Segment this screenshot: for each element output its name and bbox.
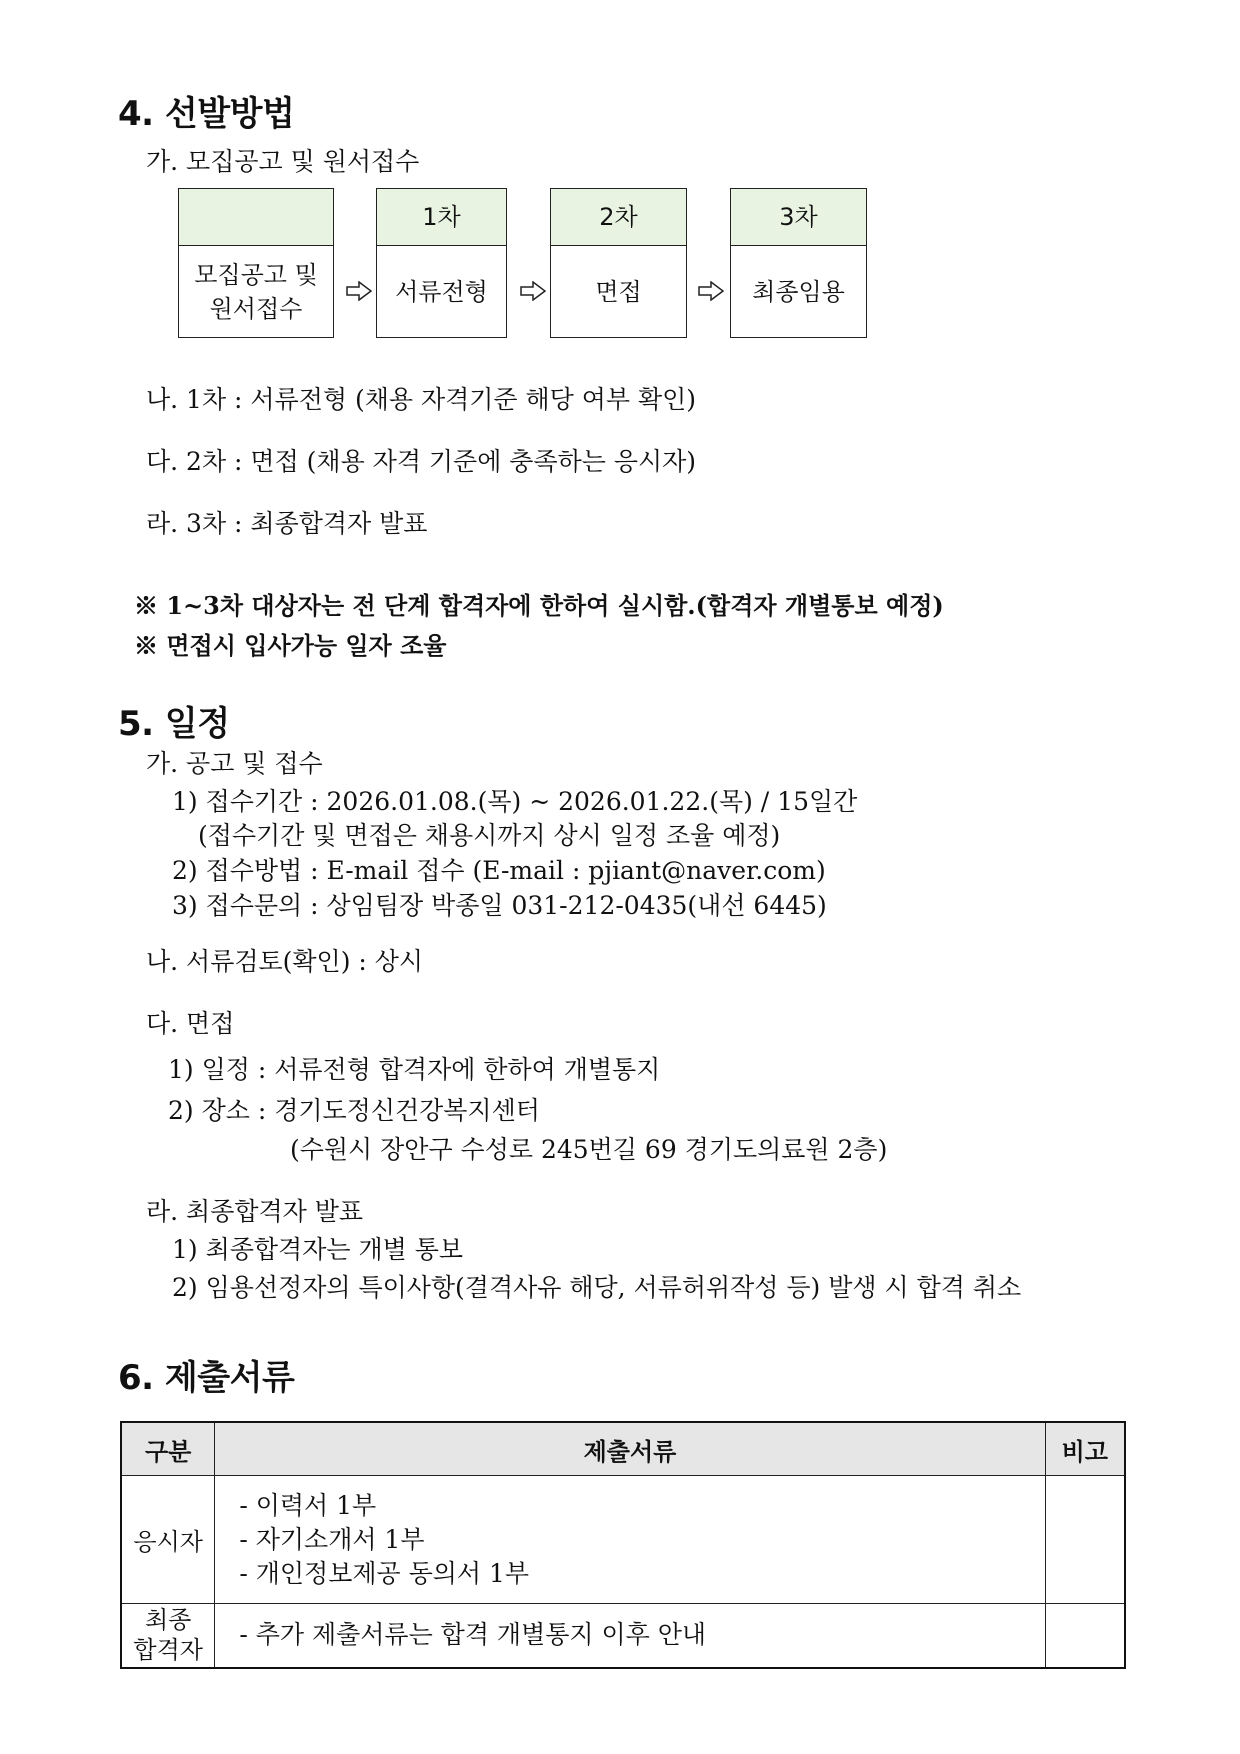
section-5-title: 5. 일정 [118, 704, 230, 744]
section-6-title: 6. 제출서류 [118, 1358, 295, 1398]
note-1: ※ 1~3차 대상자는 전 단계 합격자에 한하여 실시함.(합격자 개별통보 예정) [134, 591, 944, 620]
document-item: - 개인정보제공 동의서 1부 [239, 1558, 530, 1588]
document-item: - 추가 제출서류는 합격 개별통지 이후 안내 [239, 1620, 707, 1650]
section-4-da: 다. 2차 : 면접 (채용 자격 기준에 충족하는 응시자) [146, 447, 697, 476]
category-cell: 최종 합격자 [121, 1604, 215, 1668]
schedule-item: 2) 접수방법 : E-mail 접수 (E-mail : pjiant@naver.com) [172, 856, 826, 885]
right-arrow-icon [698, 281, 724, 301]
category-cell: 응시자 [121, 1476, 215, 1604]
flow-step-header: 1차 [377, 189, 506, 246]
column-header-category: 구분 [121, 1422, 215, 1476]
section-4-title: 4. 선발방법 [118, 94, 295, 134]
flow-step-3 [550, 188, 687, 338]
right-arrow-icon [520, 281, 546, 301]
section-4-ra: 라. 3차 : 최종합격자 발표 [146, 509, 428, 538]
documents-cell [215, 1476, 1045, 1604]
flow-step-4 [730, 188, 867, 338]
document-item: - 자기소개서 1부 [239, 1524, 425, 1554]
schedule-item: 3) 접수문의 : 상임팀장 박종일 031-212-0435(내선 6445) [172, 891, 827, 920]
section-5-na: 나. 서류검토(확인) : 상시 [146, 947, 424, 976]
section-5-ra: 라. 최종합격자 발표 [146, 1197, 364, 1226]
table-row [121, 1604, 1125, 1668]
section-5-ga: 가. 공고 및 접수 [146, 749, 323, 778]
table-row [121, 1476, 1125, 1604]
note-2: ※ 면접시 입사가능 일자 조율 [134, 631, 447, 660]
flow-step-body: 최종임용 [752, 277, 845, 306]
announcement-item: 2) 임용선정자의 특이사항(결격사유 해당, 서류허위작성 등) 발생 시 합격 취소 [172, 1273, 1022, 1302]
flow-step-header: 2차 [551, 189, 686, 246]
announcement-item: 1) 최종합격자는 개별 통보 [172, 1235, 464, 1264]
section-5-da: 다. 면접 [146, 1009, 235, 1038]
remarks-cell [1045, 1604, 1125, 1668]
right-arrow-icon [346, 281, 372, 301]
flow-step-body: 모집공고 및 원서접수 [194, 260, 318, 323]
section-4-ga: 가. 모집공고 및 원서접수 [146, 147, 420, 176]
document-item: - 이력서 1부 [239, 1490, 377, 1520]
interview-item: 1) 일정 : 서류전형 합격자에 한하여 개별통지 [168, 1055, 661, 1084]
flow-step-1 [178, 188, 334, 338]
column-header-remarks: 비고 [1045, 1422, 1125, 1476]
table-header-row [121, 1422, 1125, 1476]
column-header-documents: 제출서류 [215, 1422, 1045, 1476]
flow-step-header [179, 189, 333, 246]
flow-step-2 [376, 188, 507, 338]
interview-item: 2) 장소 : 경기도정신건강복지센터 [168, 1096, 540, 1125]
documents-cell [215, 1604, 1045, 1668]
schedule-item-note: (접수기간 및 면접은 채용시까지 상시 일정 조율 예정) [198, 821, 781, 850]
schedule-item: 1) 접수기간 : 2026.01.08.(목) ~ 2026.01.22.(목) / 15일간 [172, 787, 858, 816]
documents-table [120, 1421, 1126, 1669]
flow-step-header: 3차 [731, 189, 866, 246]
flow-step-body: 면접 [595, 277, 642, 306]
remarks-cell [1045, 1476, 1125, 1604]
section-4-na: 나. 1차 : 서류전형 (채용 자격기준 해당 여부 확인) [146, 385, 697, 414]
flow-step-body: 서류전형 [395, 277, 488, 306]
interview-item-address: (수원시 장안구 수성로 245번길 69 경기도의료원 2층) [290, 1135, 888, 1164]
